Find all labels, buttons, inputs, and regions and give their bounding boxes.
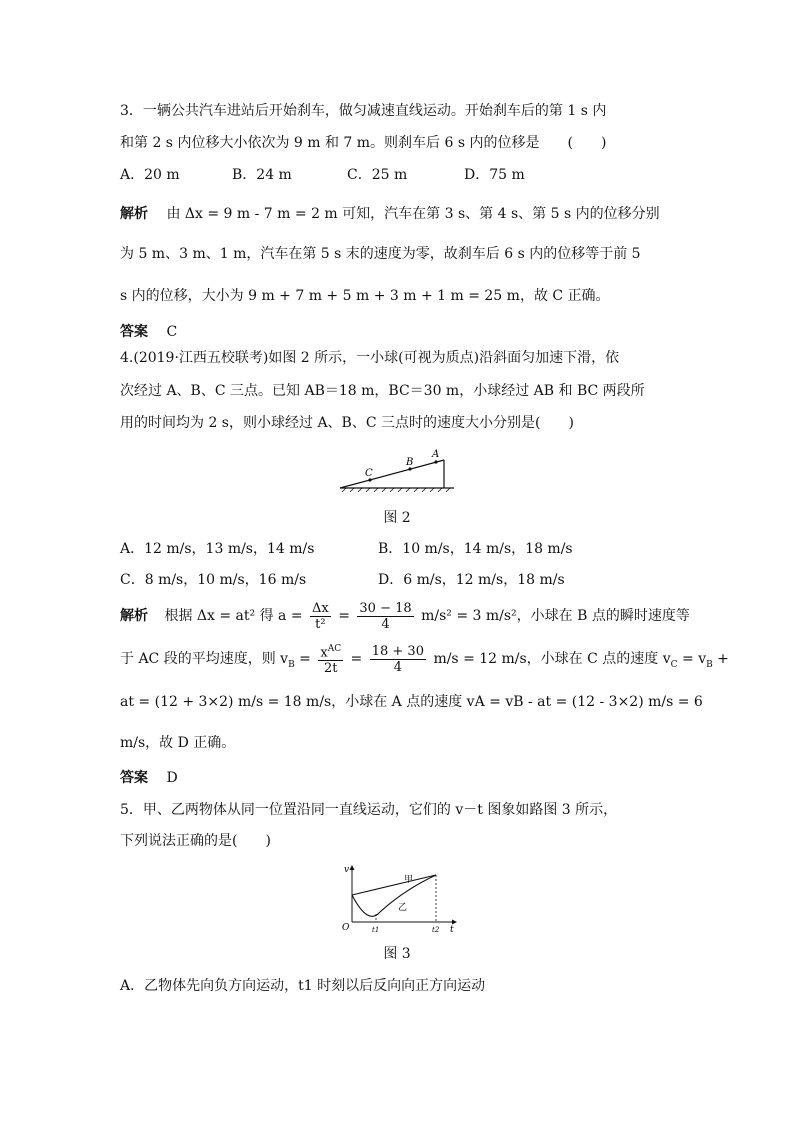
q4-sol-text-2c: = v bbox=[677, 651, 707, 668]
q4-solution-line-4: m/s，故 D 正确。 bbox=[120, 735, 236, 751]
frac-den: 4 bbox=[381, 616, 390, 632]
v-axis-arrow bbox=[350, 865, 355, 870]
t1-label: t1 bbox=[372, 926, 380, 934]
q3-solution-line-2: 为 5 m、3 m、1 m，汽车在第 5 s 末的速度为零，故刹车后 6 s 内的位移等于前 5 bbox=[120, 246, 641, 262]
subscript-b: B bbox=[706, 659, 713, 670]
fraction-xac-over-2t bbox=[318, 642, 343, 676]
fraction-30-18-over-4 bbox=[357, 601, 413, 632]
figure-2-caption: 图 2 bbox=[383, 510, 411, 526]
q4-option-b: B．10 m/s，14 m/s，18 m/s bbox=[378, 541, 573, 557]
subscript-c: C bbox=[670, 659, 678, 670]
q4-answer bbox=[120, 768, 178, 788]
solution-label: 解析 bbox=[120, 608, 148, 624]
q3-option-b: B．24 m bbox=[232, 167, 292, 183]
vt-graph-figure bbox=[338, 862, 460, 934]
axis-t-label: t bbox=[450, 925, 454, 934]
label-jia: 甲 bbox=[404, 875, 414, 885]
frac-num: 18 + 30 bbox=[371, 643, 424, 659]
answer-label: 答案 bbox=[120, 324, 148, 340]
q4-option-a: A．12 m/s，13 m/s，14 m/s bbox=[120, 541, 315, 557]
q3-stem-line-2: 和第 2 s 内位移大小依次为 9 m 和 7 m。则刹车后 6 s 内的位移是 ( ) bbox=[120, 135, 607, 151]
incline-surface bbox=[340, 460, 444, 488]
q4-solution-line-2 bbox=[120, 642, 729, 681]
answer-label: 答案 bbox=[120, 770, 148, 786]
subscript-b: B bbox=[288, 659, 295, 670]
frac-num: 30 − 18 bbox=[359, 600, 412, 616]
frac-den: 4 bbox=[393, 659, 402, 675]
q4-option-d: D．6 m/s，12 m/s，18 m/s bbox=[378, 572, 565, 588]
q3-option-a: A．20 m bbox=[120, 167, 180, 183]
ground-hatching bbox=[342, 488, 450, 492]
q4-solution-line-3: at = (12 + 3×2) m/s = 18 m/s，小球在 A 点的速度 vA = vB - at = (12 - 3×2) m/s = 6 bbox=[120, 694, 703, 710]
equals-sign: = bbox=[294, 651, 311, 668]
q5-stem-line-1: 5．甲、乙两物体从同一位置沿同一直线运动，它们的 v－t 图象如路图 3 所示， bbox=[120, 802, 618, 818]
t-axis-arrow bbox=[452, 920, 457, 925]
label-yi: 乙 bbox=[398, 903, 408, 913]
frac-num-x: x bbox=[320, 645, 328, 661]
equals-sign: = bbox=[350, 651, 363, 668]
frac-num bbox=[318, 642, 343, 661]
origin-label: O bbox=[342, 923, 350, 933]
q4-sol-text-2b: m/s = 12 m/s，小球在 C 点的速度 v bbox=[433, 651, 671, 668]
q3-answer bbox=[120, 322, 177, 342]
q4-sol-text-2a: 于 AC 段的平均速度，则 v bbox=[120, 651, 289, 668]
q3-solution-line-1 bbox=[120, 204, 660, 224]
t2-label: t2 bbox=[432, 926, 440, 934]
q4-stem-line-2: 次经过 A、B、C 三点。已知 AB＝18 m，BC＝30 m，小球经过 AB 和 BC 两段所 bbox=[120, 383, 645, 399]
q4-stem-line-1: 4.(2019·江西五校联考)如图 2 所示，一小球(可视为质点)沿斜面匀加速下滑，依 bbox=[120, 350, 620, 366]
fraction-dx-over-t2 bbox=[310, 601, 331, 632]
q4-answer-value: D bbox=[166, 770, 178, 786]
line-jia bbox=[352, 875, 436, 895]
label-a: A bbox=[432, 449, 440, 460]
q4-sol-text-1a: 根据 Δx = at² 得 a = bbox=[164, 608, 303, 624]
q5-option-a: A．乙物体先向负方向运动，t1 时刻以后反向向正方向运动 bbox=[120, 978, 486, 994]
solution-label: 解析 bbox=[120, 206, 148, 222]
q4-option-c: C．8 m/s，10 m/s，16 m/s bbox=[120, 572, 307, 588]
q4-sol-text-1b: m/s² = 3 m/s²，小球在 B 点的瞬时速度等 bbox=[421, 608, 690, 624]
q5-stem-line-2: 下列说法正确的是( ) bbox=[120, 833, 271, 849]
q3-stem-line-1: 3．一辆公共汽车进站后开始刹车，做匀减速直线运动。开始刹车后的第 1 s 内 bbox=[120, 103, 607, 119]
label-c: C bbox=[365, 468, 373, 479]
q3-solution-text-1: 由 Δx = 9 m - 7 m = 2 m 可知，汽车在第 3 s、第 4 s、第 5 s 内的位移分别 bbox=[166, 206, 660, 222]
incline-figure bbox=[336, 444, 460, 494]
axis-v-label: v bbox=[344, 865, 350, 875]
q3-answer-value: C bbox=[166, 324, 178, 340]
q3-option-c: C．25 m bbox=[347, 167, 408, 183]
equals-sign: = bbox=[338, 608, 350, 624]
point-a bbox=[434, 460, 437, 463]
q3-solution-line-3: s 内的位移，大小为 9 m + 7 m + 5 m + 3 m + 1 m = 25 m，故 C 正确。 bbox=[120, 288, 610, 304]
frac-den: 2t bbox=[323, 661, 338, 677]
q4-sol-text-2d: + bbox=[712, 651, 729, 668]
frac-num: Δx bbox=[312, 600, 329, 616]
figure-3-caption: 图 3 bbox=[383, 946, 411, 962]
fraction-18-30-over-4 bbox=[370, 644, 426, 675]
q3-option-d: D．75 m bbox=[464, 167, 525, 183]
frac-den: t² bbox=[315, 616, 326, 632]
curve-yi bbox=[352, 875, 436, 916]
q4-stem-line-3: 用的时间均为 2 s，则小球经过 A、B、C 三点时的速度大小分别是( ) bbox=[120, 415, 574, 431]
superscript-ac: AC bbox=[327, 644, 342, 654]
q4-solution-line-1 bbox=[120, 600, 690, 632]
label-b: B bbox=[406, 457, 414, 468]
